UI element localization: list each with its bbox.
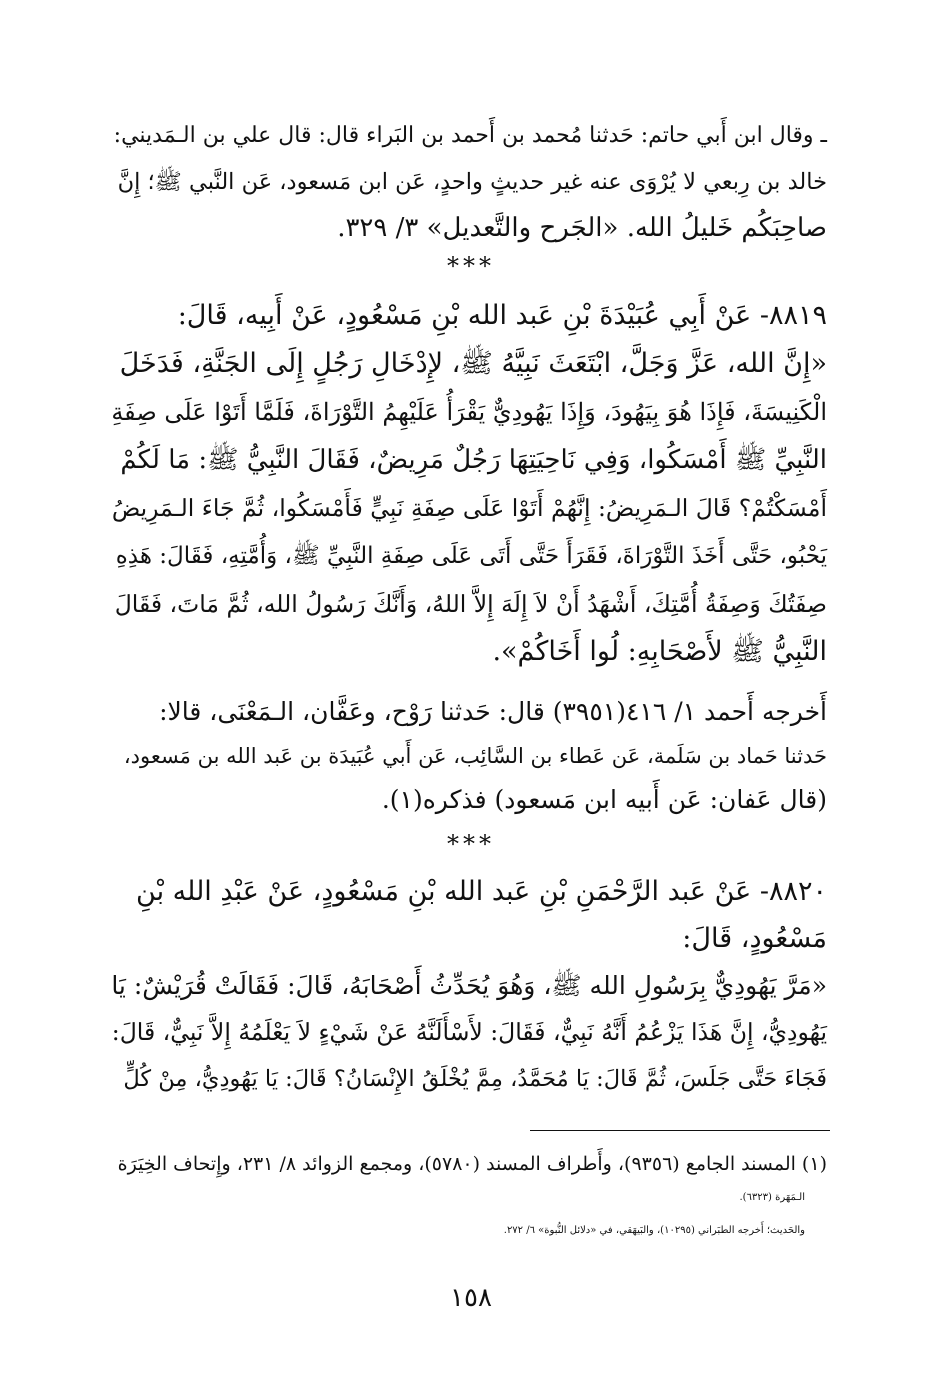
hadith-text-line: يَحْبُو، حَتَّى أَخَذَ التَّوْرَاةَ، فَقَرَأَ حَتَّى أَتَى عَلَى صِفَةِ النَّبِيِّ ﷺ، وَأُمَّتِهِ، فَقَالَ: هَذِهِ bbox=[115, 543, 827, 569]
takhrij-8819 bbox=[112, 690, 827, 822]
footnotes bbox=[112, 1148, 827, 1247]
footnote-line: والحَديث؛ أَخرجه الطبَراني (١٠٢٩٥)، والبَيهَقي، في «دلائل النُّبوة» ٦/ ٢٧٢. bbox=[503, 1225, 805, 1236]
hadith-text-line: الْكَنِيسَةَ، فَإِذَا هُوَ بِيَهُودَ، وَإِذَا يَهُودِيٌّ يَقْرَأُ عَلَيْهِمُ التَّوْرَاةَ، فَلَمَّا أَتَوْا عَلَى صِفَةِ bbox=[111, 398, 827, 426]
hadith-text-line: النَّبِيُّ ﷺ لأَصْحَابِهِ: لُوا أَخَاكُمْ». bbox=[492, 636, 827, 667]
hadith-heading: ٨٨١٩- عَنْ أَبِي عُبَيْدَةَ بْنِ عَبد الله بْنِ مَسْعُودٍ، عَنْ أَبِيه، قَالَ: bbox=[177, 300, 827, 331]
section-separator: *** bbox=[447, 252, 495, 280]
hadith-text-line: «مَرَّ يَهُودِيٌّ بِرَسُولِ الله ﷺ، وَهُوَ يُحَدِّثُ أَصْحَابَهُ، قَالَ: فَقَالَتْ قُرَيْشٌ: يَا bbox=[111, 971, 827, 1000]
footnote-line: الـمَهَرة (٦٣٢٣). bbox=[739, 1192, 805, 1203]
hadith-text-line: «إِنَّ الله، عَزَّ وَجَلَّ، ابْتَعَثَ نَبِيَّهُ ﷺ، لإِدْخَالِ رَجُلٍ إِلَى الجَنَّةِ، فَدَخَلَ bbox=[119, 348, 827, 379]
text-line: ـ وقال ابن أَبي حاتم: حَدثنا مُحمد بن أَحمد بن البَراء قال: قال علي بن الـمَديني: bbox=[113, 123, 827, 148]
hadith-text-line: يَهُودِيُّ، إِنَّ هَذَا يَزْعُمُ أَنَّهُ نَبِيٌّ، فَقَالَ: لأَسْأَلَنَّهُ عَنْ شَيْءٍ لاَ يَعْلَمُهُ إِلاَّ نَبِيٌّ، قَالَ: bbox=[111, 1018, 827, 1046]
intro-paragraph bbox=[112, 113, 827, 251]
footnote-line: (١) المسند الجامع (٩٣٥٦)، وأَطراف المسند (٥٧٨٠)، ومجمع الزوائد ٨/ ٢٣١، وإِتحاف الخِيَرَة bbox=[117, 1153, 827, 1175]
hadith-text-line: فَجَاءَ حَتَّى جَلَسَ، ثُمَّ قَالَ: يَا مُحَمَّدُ، مِمَّ يُخْلَقُ الإِنْسَانُ؟ قَالَ: يَا يَهُودِيُّ، مِنْ كُلٍّ bbox=[123, 1066, 827, 1092]
footnote-divider bbox=[530, 1130, 830, 1131]
hadith-text-line: صِفَتُكَ وَصِفَةُ أُمَّتِكَ، أَشْهَدُ أَنْ لاَ إِلَهَ إِلاَّ اللهُ، وَأَنَّكَ رَسُولُ الله، ثُمَّ مَاتَ، فَقَالَ bbox=[114, 590, 827, 618]
hadith-heading: مَسْعُودٍ، قَالَ: bbox=[682, 923, 827, 954]
takhrij-line: أَخرجه أَحمد ١/ ٤١٦(٣٩٥١) قال: حَدثنا رَوْح، وعَفَّان، الـمَعْنَى، قالا: bbox=[159, 697, 827, 726]
hadith-8820 bbox=[112, 868, 827, 1103]
hadith-8819 bbox=[112, 292, 827, 676]
takhrij-line: حَدثنا حَماد بن سَلَمة، عَن عَطاء بن السَّائِب، عَن أَبي عُبَيدَة بن عَبد الله بن مَسعود، bbox=[123, 744, 827, 768]
section-separator: *** bbox=[447, 830, 495, 858]
hadith-text-line: النَّبِيِّ ﷺ أَمْسَكُوا، وَفِي نَاحِيَتِهَا رَجُلٌ مَرِيضٌ، فَقَالَ النَّبِيُّ ﷺ: مَا لَكُمْ bbox=[120, 445, 827, 475]
text-line: خالد بن رِبعي لا يُرْوَى عنه غير حديثٍ واحدٍ، عَن ابن مَسعود، عَن النَّبي ﷺ؛ إِنَّ bbox=[117, 169, 827, 195]
hadith-heading: ٨٨٢٠- عَنْ عَبد الرَّحْمَنِ بْنِ عَبد الله بْنِ مَسْعُودٍ، عَنْ عَبْدِ الله بْنِ bbox=[136, 876, 827, 907]
hadith-text-line: أَمْسَكْتُمْ؟ قَالَ الـمَرِيضُ: إِنَّهُمْ أَتَوْا عَلَى صِفَةِ نَبِيٍّ فَأَمْسَكُوا، ثُمَّ جَاءَ الـمَرِيضُ bbox=[111, 494, 827, 522]
page-number: ١٥٨ bbox=[450, 1283, 492, 1313]
text-line: صاحِبَكُم خَليلُ الله. «الجَرح والتَّعديل» ٣/ ٣٢٩. bbox=[337, 213, 827, 243]
takhrij-line: (قال عَفان: عَن أَبيه ابن مَسعود) فذكره(١). bbox=[381, 785, 827, 814]
